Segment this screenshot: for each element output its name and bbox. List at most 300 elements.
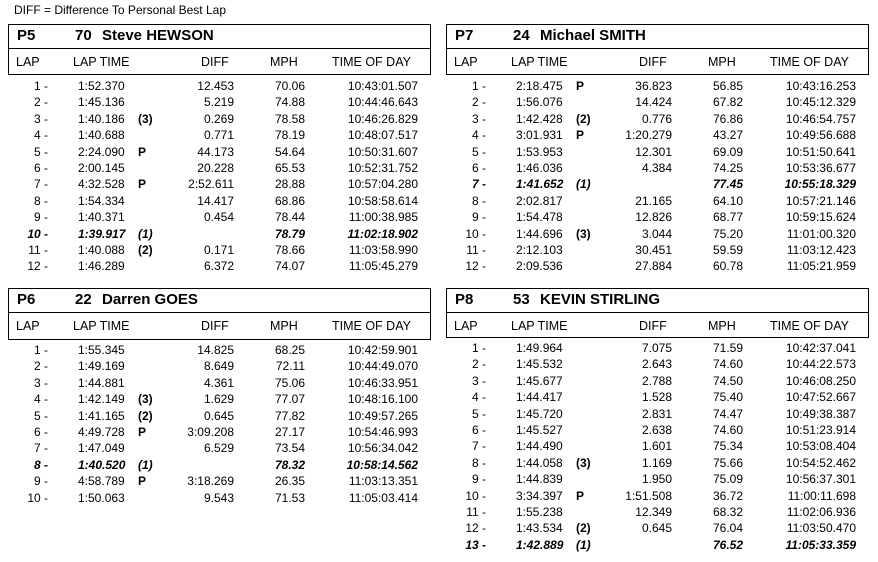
position-label: P5 xyxy=(17,27,36,44)
lap-row xyxy=(446,144,869,160)
col-lap: LAP xyxy=(16,319,40,333)
lap-time-of-day: 10:46:26.829 xyxy=(347,111,418,126)
lap-row xyxy=(446,504,869,520)
driver-name: KEVIN STIRLING xyxy=(540,291,661,308)
lap-rows xyxy=(8,78,431,275)
lap-row xyxy=(8,94,431,110)
lap-tag: (1) xyxy=(138,457,153,472)
lap-time: 1:56.076 xyxy=(516,95,563,110)
lap-number: 4 - xyxy=(471,390,486,405)
lap-tag: (1) xyxy=(576,537,591,552)
lap-diff: 3.044 xyxy=(641,226,672,241)
lap-time-of-day: 11:00:38.985 xyxy=(348,210,418,225)
lap-time-of-day: 10:54:46.993 xyxy=(347,424,418,439)
lap-time: 3:34.397 xyxy=(516,488,563,503)
lap-time-of-day: 11:03:12.423 xyxy=(786,242,856,257)
lap-tag: P xyxy=(576,128,585,143)
lap-time-of-day: 10:58:14.562 xyxy=(346,457,418,472)
lap-tag: P xyxy=(138,144,147,159)
lap-diff: 36.823 xyxy=(635,79,672,93)
lap-row xyxy=(8,440,431,456)
lap-tag: (2) xyxy=(576,521,591,536)
lap-time: 4:32.528 xyxy=(78,177,125,192)
lap-time-of-day: 11:02:06.936 xyxy=(786,504,856,519)
lap-row xyxy=(446,373,869,389)
lap-row xyxy=(8,375,431,391)
header-divider xyxy=(446,312,869,313)
lap-number: 8 - xyxy=(33,457,48,472)
lap-time-of-day: 11:01:00.320 xyxy=(786,226,856,241)
lap-diff: 27.884 xyxy=(635,259,672,274)
lap-time-of-day: 10:42:37.041 xyxy=(785,341,856,355)
lap-number: 11 - xyxy=(28,242,48,257)
lap-diff: 3:09.208 xyxy=(187,424,234,439)
lap-row xyxy=(446,176,869,192)
driver-name: Steve HEWSON xyxy=(102,27,214,44)
lap-time-of-day: 10:45:12.329 xyxy=(785,95,856,110)
lap-mph: 71.53 xyxy=(274,490,305,505)
col-time-of-day: TIME OF DAY xyxy=(770,319,849,333)
lap-number: 10 - xyxy=(27,226,48,241)
lap-mph: 36.72 xyxy=(712,488,743,503)
lap-diff: 44.173 xyxy=(197,144,234,159)
lap-mph: 68.32 xyxy=(712,504,743,519)
lap-tag: (2) xyxy=(138,242,153,257)
lap-number: 8 - xyxy=(471,455,486,470)
col-lap-time: LAP TIME xyxy=(73,319,130,333)
lap-diff: 9.543 xyxy=(203,490,234,505)
lap-number: 7 - xyxy=(471,177,486,192)
lap-row xyxy=(8,160,431,176)
lap-time: 1:41.165 xyxy=(78,408,125,423)
lap-number: 4 - xyxy=(471,128,486,143)
lap-number: 12 - xyxy=(465,259,486,274)
lap-diff: 4.384 xyxy=(641,160,672,175)
lap-mph: 78.32 xyxy=(274,457,305,472)
lap-tag: (3) xyxy=(576,226,591,241)
header-divider xyxy=(8,312,431,313)
header-divider xyxy=(8,48,431,49)
lap-mph: 28.88 xyxy=(274,177,305,192)
lap-time-of-day: 10:44:22.573 xyxy=(785,357,856,372)
lap-tag: (1) xyxy=(138,226,153,241)
lap-row xyxy=(446,520,869,536)
lap-time: 1:46.289 xyxy=(78,259,125,274)
lap-mph: 78.19 xyxy=(274,128,305,143)
lap-time-of-day: 10:53:36.677 xyxy=(785,160,856,175)
lap-row xyxy=(446,340,869,356)
lap-time: 1:44.058 xyxy=(516,455,563,470)
lap-number: 2 - xyxy=(471,357,486,372)
lap-mph: 67.82 xyxy=(712,95,743,110)
lap-time-of-day: 10:52:31.752 xyxy=(347,160,418,175)
lap-mph: 78.79 xyxy=(274,226,305,241)
lap-row xyxy=(8,258,431,274)
lap-number: 3 - xyxy=(471,111,486,126)
lap-row xyxy=(446,193,869,209)
lap-mph: 77.45 xyxy=(712,177,743,192)
lap-mph: 74.88 xyxy=(274,95,305,110)
col-lap-time: LAP TIME xyxy=(511,55,568,69)
lap-time-of-day: 11:05:45.279 xyxy=(348,259,418,274)
lap-time: 2:24.090 xyxy=(78,144,125,159)
col-diff: DIFF xyxy=(201,319,229,333)
lap-time: 1:43.534 xyxy=(516,521,563,536)
lap-tag: (2) xyxy=(138,408,153,423)
lap-time: 1:45.527 xyxy=(516,422,563,437)
lap-time: 1:44.490 xyxy=(516,439,563,454)
lap-diff: 0.645 xyxy=(203,408,234,423)
lap-time: 1:46.036 xyxy=(516,160,563,175)
col-lap-time: LAP TIME xyxy=(511,319,568,333)
col-diff: DIFF xyxy=(639,55,667,69)
lap-row xyxy=(8,193,431,209)
lap-time: 2:00.145 xyxy=(78,160,125,175)
lap-time-of-day: 10:57:04.280 xyxy=(347,177,418,192)
lap-rows xyxy=(8,342,431,506)
lap-diff: 0.771 xyxy=(203,128,234,143)
lap-time-of-day: 10:56:37.301 xyxy=(785,472,856,487)
lap-row xyxy=(8,457,431,473)
header-divider xyxy=(446,48,869,49)
lap-time-of-day: 10:42:59.901 xyxy=(347,343,418,357)
lap-mph: 74.07 xyxy=(274,259,305,274)
lap-number: 1 - xyxy=(471,79,486,93)
lap-time-of-day: 10:48:16.100 xyxy=(347,392,418,407)
lap-time-of-day: 11:05:03.414 xyxy=(348,490,418,505)
lap-row xyxy=(446,94,869,110)
col-lap: LAP xyxy=(454,55,478,69)
lap-time: 1:45.677 xyxy=(516,373,563,388)
lap-mph: 76.52 xyxy=(712,537,743,552)
lap-time-of-day: 11:03:58.990 xyxy=(348,242,418,257)
lap-time: 2:12.103 xyxy=(516,242,563,257)
lap-time: 1:42.889 xyxy=(516,537,564,552)
lap-tag: (3) xyxy=(576,455,591,470)
lap-time: 2:18.475 xyxy=(516,79,563,93)
lap-diff: 0.269 xyxy=(203,111,234,126)
lap-row xyxy=(446,406,869,422)
lap-time-of-day: 10:50:31.607 xyxy=(347,144,418,159)
lap-mph: 74.60 xyxy=(712,357,743,372)
lap-time-of-day: 10:55:18.329 xyxy=(784,177,856,192)
lap-time: 1:45.136 xyxy=(78,95,125,110)
lap-diff: 14.825 xyxy=(197,343,234,357)
lap-number: 11 - xyxy=(466,504,486,519)
lap-mph: 27.17 xyxy=(274,424,305,439)
lap-row xyxy=(446,78,869,94)
lap-tag: P xyxy=(576,488,585,503)
position-label: P6 xyxy=(17,291,36,308)
lap-tag: (3) xyxy=(138,392,153,407)
lap-time-of-day: 11:00:11.698 xyxy=(787,488,856,503)
lap-mph: 69.09 xyxy=(712,144,743,159)
lap-number: 10 - xyxy=(465,488,486,503)
lap-tag: P xyxy=(138,474,147,489)
lap-number: 13 - xyxy=(465,537,486,552)
lap-mph: 43.27 xyxy=(712,128,743,143)
lap-mph: 75.40 xyxy=(712,390,743,405)
lap-diff: 7.075 xyxy=(641,341,672,355)
lap-row xyxy=(446,455,869,471)
lap-time-of-day: 10:43:01.507 xyxy=(347,79,418,93)
lap-row xyxy=(446,209,869,225)
lap-mph: 77.82 xyxy=(274,408,305,423)
lap-time-of-day: 10:54:52.462 xyxy=(785,455,856,470)
lap-row xyxy=(8,144,431,160)
lap-number: 5 - xyxy=(471,406,486,421)
col-diff: DIFF xyxy=(639,319,667,333)
lap-mph: 75.20 xyxy=(712,226,743,241)
lap-time: 1:49.964 xyxy=(516,341,563,355)
lap-row xyxy=(8,408,431,424)
lap-mph: 54.64 xyxy=(274,144,305,159)
lap-time-of-day: 10:49:56.688 xyxy=(785,128,856,143)
lap-row xyxy=(446,389,869,405)
lap-diff: 14.417 xyxy=(197,193,234,208)
lap-time-of-day: 10:44:49.070 xyxy=(347,359,418,374)
lap-number: 3 - xyxy=(33,111,48,126)
lap-mph: 75.34 xyxy=(712,439,743,454)
lap-diff: 21.165 xyxy=(635,193,672,208)
lap-number: 8 - xyxy=(33,193,48,208)
lap-diff: 1.528 xyxy=(641,390,672,405)
lap-time-of-day: 11:02:18.902 xyxy=(347,226,418,241)
lap-row xyxy=(446,422,869,438)
lap-number: 3 - xyxy=(33,375,48,390)
lap-time-of-day: 11:05:33.359 xyxy=(785,537,856,552)
lap-diff: 6.372 xyxy=(203,259,234,274)
lap-diff: 4.361 xyxy=(203,375,234,390)
lap-time: 1:44.696 xyxy=(516,226,563,241)
lap-time-of-day: 11:03:13.351 xyxy=(348,474,418,489)
lap-time-of-day: 10:43:16.253 xyxy=(785,79,856,93)
lap-diff: 0.645 xyxy=(641,521,672,536)
lap-row xyxy=(8,342,431,358)
car-number: 53 xyxy=(513,291,530,308)
lap-time-of-day: 10:49:57.265 xyxy=(347,408,418,423)
lap-mph: 68.86 xyxy=(274,193,305,208)
col-mph: MPH xyxy=(708,319,736,333)
lap-time: 1:39.917 xyxy=(78,226,126,241)
lap-time: 1:41.652 xyxy=(516,177,564,192)
col-mph: MPH xyxy=(708,55,736,69)
lap-time: 1:54.478 xyxy=(516,210,563,225)
lap-time: 1:40.186 xyxy=(78,111,125,126)
position-label: P8 xyxy=(455,291,474,308)
lap-row xyxy=(446,488,869,504)
col-lap: LAP xyxy=(454,319,478,333)
lap-mph: 26.35 xyxy=(274,474,305,489)
lap-number: 7 - xyxy=(471,439,486,454)
lap-number: 3 - xyxy=(471,373,486,388)
lap-number: 11 - xyxy=(466,242,486,257)
lap-number: 12 - xyxy=(465,521,486,536)
lap-mph: 70.06 xyxy=(274,79,305,93)
lap-row xyxy=(446,258,869,274)
lap-row xyxy=(8,209,431,225)
lap-number: 1 - xyxy=(33,79,48,93)
lap-time: 1:44.839 xyxy=(516,472,563,487)
lap-mph: 65.53 xyxy=(274,160,305,175)
lap-time-of-day: 10:59:15.624 xyxy=(785,210,856,225)
lap-mph: 75.09 xyxy=(712,472,743,487)
lap-diff: 5.219 xyxy=(203,95,234,110)
lap-tag: (3) xyxy=(138,111,153,126)
lap-row xyxy=(446,127,869,143)
lap-time: 1:42.149 xyxy=(78,392,125,407)
lap-number: 1 - xyxy=(33,343,48,357)
lap-time: 1:40.371 xyxy=(78,210,125,225)
car-number: 70 xyxy=(75,27,92,44)
lap-number: 6 - xyxy=(33,424,48,439)
lap-number: 6 - xyxy=(471,160,486,175)
lap-time-of-day: 10:51:50.641 xyxy=(785,144,856,159)
lap-rows xyxy=(446,340,869,553)
lap-time: 2:09.536 xyxy=(516,259,563,274)
lap-diff: 2.831 xyxy=(641,406,672,421)
col-time-of-day: TIME OF DAY xyxy=(770,55,849,69)
lap-mph: 74.47 xyxy=(712,406,743,421)
lap-number: 5 - xyxy=(33,408,48,423)
lap-time: 1:47.049 xyxy=(78,441,125,456)
lap-diff: 8.649 xyxy=(203,359,234,374)
lap-mph: 78.66 xyxy=(274,242,305,257)
lap-mph: 74.50 xyxy=(712,373,743,388)
lap-time: 3:01.931 xyxy=(516,128,563,143)
lap-diff: 20.228 xyxy=(197,160,234,175)
lap-row xyxy=(446,471,869,487)
lap-number: 9 - xyxy=(471,472,486,487)
lap-diff: 2.788 xyxy=(641,373,672,388)
lap-row xyxy=(8,226,431,242)
lap-time: 1:55.345 xyxy=(78,343,125,357)
col-mph: MPH xyxy=(270,55,298,69)
lap-row xyxy=(8,358,431,374)
lap-time: 1:45.720 xyxy=(516,406,563,421)
lap-mph: 78.58 xyxy=(274,111,305,126)
lap-time-of-day: 11:05:21.959 xyxy=(786,259,856,274)
lap-row xyxy=(8,490,431,506)
lap-time: 1:40.520 xyxy=(78,457,126,472)
lap-number: 12 - xyxy=(27,259,48,274)
lap-number: 6 - xyxy=(33,160,48,175)
lap-number: 1 - xyxy=(471,341,486,355)
lap-time: 1:49.169 xyxy=(78,359,125,374)
diff-legend: DIFF = Difference To Personal Best Lap xyxy=(14,3,226,17)
lap-time: 4:49.728 xyxy=(78,424,125,439)
lap-row xyxy=(8,391,431,407)
lap-number: 4 - xyxy=(33,392,48,407)
lap-mph: 76.04 xyxy=(712,521,743,536)
lap-number: 7 - xyxy=(33,177,48,192)
lap-tag: P xyxy=(576,79,585,93)
lap-time: 1:52.370 xyxy=(78,79,125,93)
lap-number: 2 - xyxy=(471,95,486,110)
lap-row xyxy=(8,242,431,258)
lap-time-of-day: 10:58:58.614 xyxy=(347,193,418,208)
lap-time: 2:02.817 xyxy=(516,193,563,208)
lap-time: 1:55.238 xyxy=(516,504,563,519)
lap-number: 10 - xyxy=(27,490,48,505)
lap-mph: 60.78 xyxy=(712,259,743,274)
lap-number: 5 - xyxy=(471,144,486,159)
lap-mph: 75.06 xyxy=(274,375,305,390)
lap-time-of-day: 10:47:52.667 xyxy=(785,390,856,405)
lap-diff: 30.451 xyxy=(635,242,672,257)
lap-diff: 2:52.611 xyxy=(188,177,234,192)
lap-number: 9 - xyxy=(471,210,486,225)
lap-time-of-day: 10:51:23.914 xyxy=(785,422,856,437)
lap-time: 1:44.881 xyxy=(78,375,125,390)
lap-mph: 68.25 xyxy=(274,343,305,357)
lap-mph: 78.44 xyxy=(274,210,305,225)
lap-diff: 12.301 xyxy=(635,144,672,159)
lap-time: 1:44.417 xyxy=(516,390,563,405)
lap-number: 9 - xyxy=(33,210,48,225)
col-mph: MPH xyxy=(270,319,298,333)
lap-number: 8 - xyxy=(471,193,486,208)
driver-name: Darren GOES xyxy=(102,291,198,308)
lap-time-of-day: 10:46:33.951 xyxy=(347,375,418,390)
lap-time-of-day: 11:03:50.470 xyxy=(786,521,856,536)
lap-diff: 6.529 xyxy=(203,441,234,456)
lap-number: 7 - xyxy=(33,441,48,456)
lap-mph: 59.59 xyxy=(712,242,743,257)
lap-diff: 0.454 xyxy=(203,210,234,225)
lap-diff: 0.171 xyxy=(203,242,234,257)
lap-diff: 14.424 xyxy=(635,95,672,110)
col-lap-time: LAP TIME xyxy=(73,55,130,69)
col-time-of-day: TIME OF DAY xyxy=(332,55,411,69)
lap-tag: (2) xyxy=(576,111,591,126)
col-diff: DIFF xyxy=(201,55,229,69)
lap-mph: 73.54 xyxy=(274,441,305,456)
lap-time-of-day: 10:53:08.404 xyxy=(785,439,856,454)
lap-diff: 1.601 xyxy=(641,439,672,454)
lap-time-of-day: 10:48:07.517 xyxy=(347,128,418,143)
lap-time-of-day: 10:56:34.042 xyxy=(347,441,418,456)
lap-row xyxy=(8,473,431,489)
lap-mph: 64.10 xyxy=(712,193,743,208)
lap-mph: 75.66 xyxy=(712,455,743,470)
lap-mph: 72.11 xyxy=(275,359,305,374)
lap-mph: 56.85 xyxy=(712,79,743,93)
lap-number: 2 - xyxy=(33,359,48,374)
lap-row xyxy=(8,78,431,94)
lap-time: 1:45.532 xyxy=(516,357,563,372)
lap-diff: 0.776 xyxy=(641,111,672,126)
lap-row xyxy=(8,424,431,440)
lap-row xyxy=(446,160,869,176)
lap-row xyxy=(446,537,869,553)
lap-time: 1:42.428 xyxy=(516,111,563,126)
lap-number: 10 - xyxy=(465,226,486,241)
position-label: P7 xyxy=(455,27,474,44)
lap-mph: 74.60 xyxy=(712,422,743,437)
lap-row xyxy=(446,356,869,372)
lap-diff: 12.826 xyxy=(635,210,672,225)
lap-time-of-day: 10:46:54.757 xyxy=(785,111,856,126)
lap-diff: 12.349 xyxy=(635,504,672,519)
lap-mph: 77.07 xyxy=(274,392,305,407)
lap-time-of-day: 10:46:08.250 xyxy=(785,373,856,388)
lap-number: 6 - xyxy=(471,422,486,437)
lap-row xyxy=(446,438,869,454)
lap-row xyxy=(8,127,431,143)
lap-row xyxy=(446,242,869,258)
lap-time: 1:54.334 xyxy=(78,193,125,208)
